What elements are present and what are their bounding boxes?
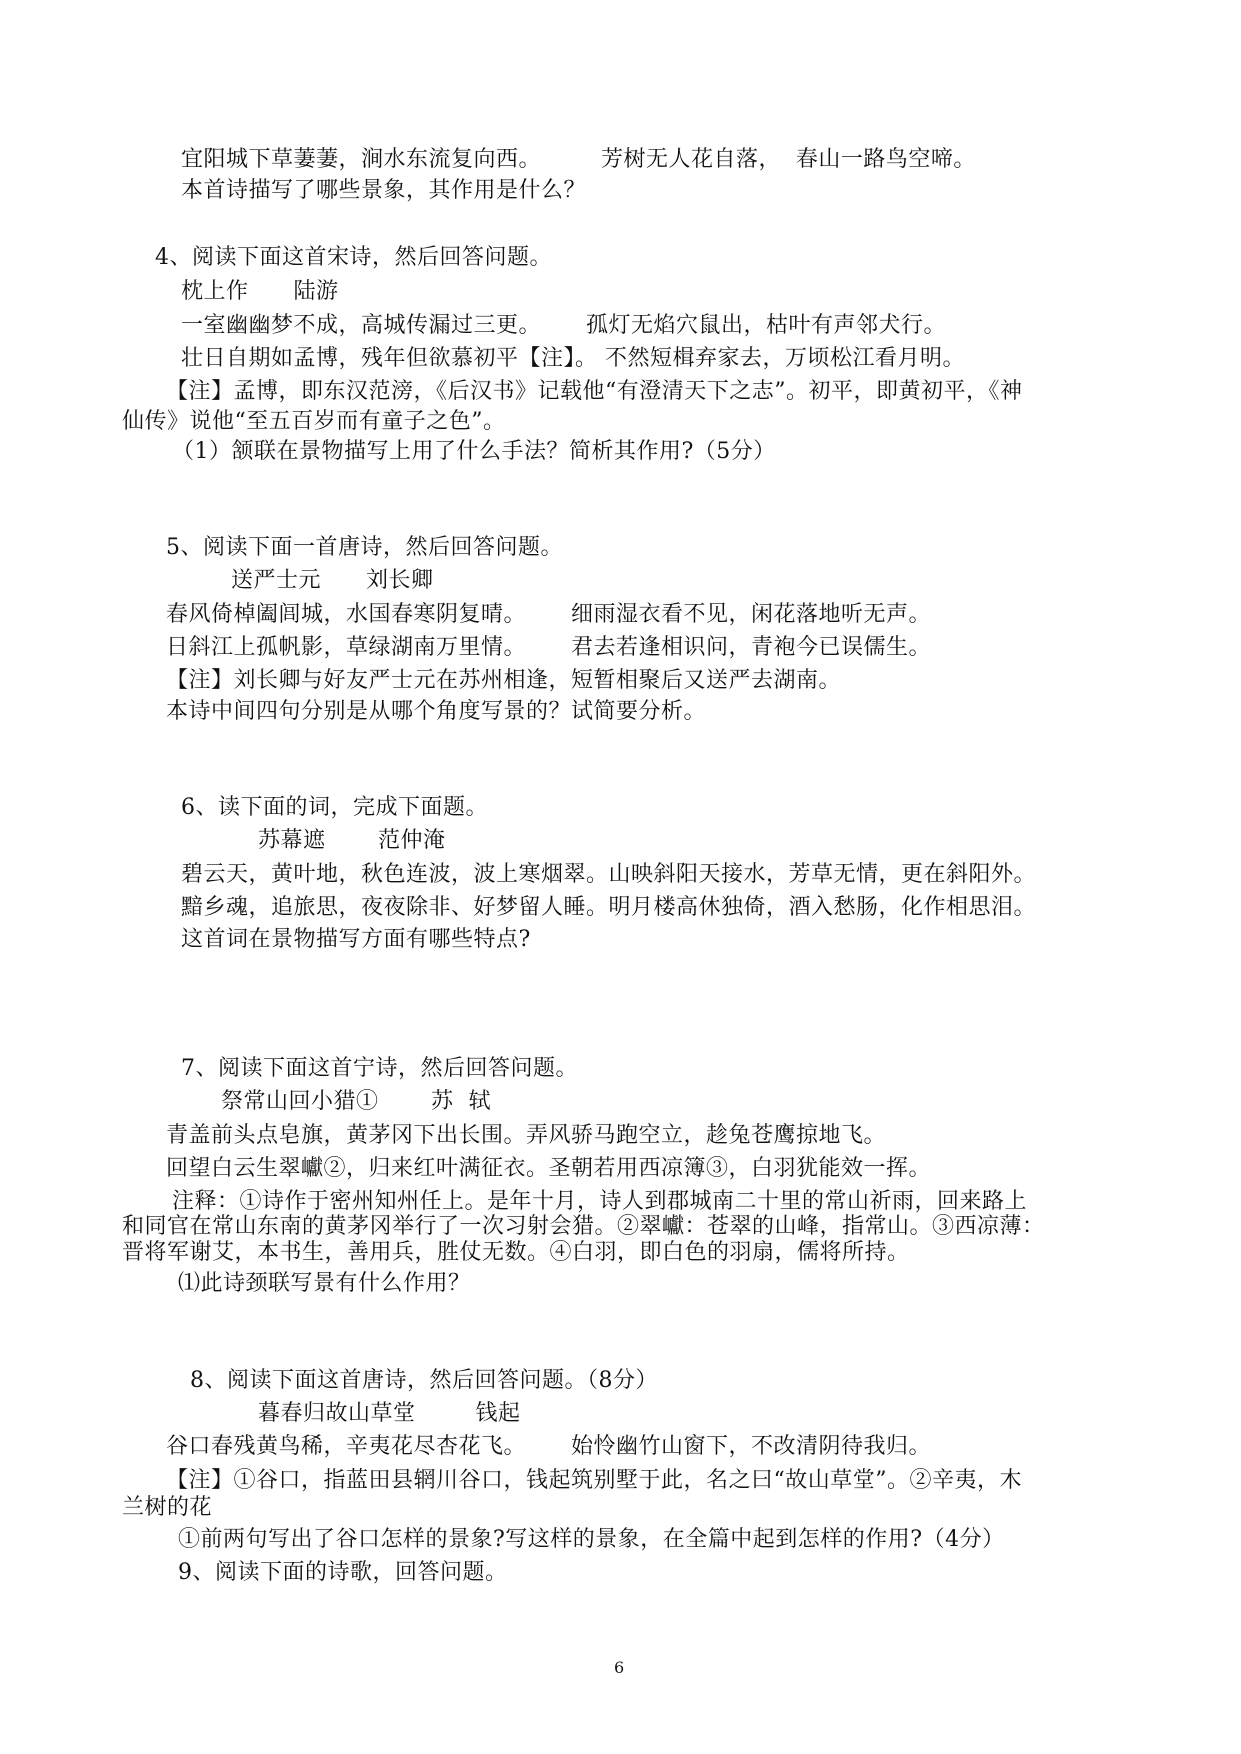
question-text: 本首诗描写了哪些景象，其作用是什么？: [181, 178, 587, 203]
poem-line: 谷口春残黄鸟稀，辛夷花尽杏花飞。 始怜幽竹山窗下，不改清阴待我归。: [166, 1434, 931, 1459]
annotation-text: 【注】①谷口，指蓝田县辋川谷口，钱起筑别墅于此，名之曰“故山草堂”。②辛夷，木: [166, 1468, 1022, 1493]
question-text: ①前两句写出了谷口怎样的景象?写这样的景象，在全篇中起到怎样的作用?（4分）: [178, 1527, 1005, 1552]
poem-title: 枕上作 陆游: [181, 279, 339, 304]
annotation-text: 【注】刘长卿与好友严士元在苏州相逢，短暂相聚后又送严去湖南。: [166, 668, 842, 693]
question-heading: 9、阅读下面的诗歌，回答问题。: [178, 1560, 508, 1585]
question-text: 本诗中间四句分别是从哪个角度写景的？试简要分析。: [166, 699, 707, 724]
question-text: 这首词在景物描写方面有哪些特点?: [181, 927, 531, 952]
poem-line: 青盖前头点皂旗，黄茅冈下出长围。弄风骄马跑空立，趁兔苍鹰掠地飞。: [166, 1123, 887, 1148]
poem-title: 苏幕遮 范仲淹: [258, 828, 446, 853]
annotation-text: 晋将军谢艾，本书生，善用兵，胜仗无数。④白羽，即白色的羽扇，儒将所持。: [122, 1240, 910, 1265]
annotation-text: 仙传》说他“至五百岁而有童子之色”。: [122, 409, 506, 434]
poem-title: 暮春归故山草堂 钱起: [258, 1401, 521, 1426]
annotation-text: 兰树的花: [122, 1495, 213, 1520]
poem-line: 宜阳城下草萋萋，涧水东流复向西。 芳树无人花自落， 春山一路鸟空啼。: [181, 147, 976, 172]
poem-line: 壮日自期如孟博，残年但欲慕初平【注】。 不然短楫弃家去，万顷松江看月明。: [181, 346, 965, 371]
annotation-text: 【注】孟博，即东汉范滂，《后汉书》记载他“有澄清天下之志”。初平，即黄初平，《神: [166, 379, 1023, 404]
poem-line: 回望白云生翠巘②，归来红叶满征衣。圣朝若用西凉簿③，白羽犹能效一挥。: [166, 1156, 932, 1181]
annotation-text: 注释：①诗作于密州知州任上。是年十月，诗人到郡城南二十里的常山祈雨，回来路上: [172, 1189, 1028, 1214]
page-number: 6: [614, 1658, 625, 1677]
question-heading: 7、阅读下面这首宁诗，然后回答问题。: [181, 1056, 578, 1081]
question-heading: 6、读下面的词，完成下面题。: [181, 795, 488, 820]
poem-line: 春风倚棹阖闾城，水国春寒阴复晴。 细雨湿衣看不见，闲花落地听无声。: [166, 602, 931, 627]
poem-title: 送严士元 刘长卿: [231, 568, 434, 593]
poem-line: 黯乡魂，追旅思，夜夜除非、好梦留人睡。明月楼高休独倚，酒入愁肠，化作相思泪。: [181, 895, 1037, 920]
poem-line: 日斜江上孤帆影，草绿湖南万里情。 君去若逢相识问，青袍今已误儒生。: [166, 635, 931, 660]
question-heading: 4、阅读下面这首宋诗，然后回答问题。: [155, 245, 552, 270]
question-text: （1）颔联在景物描写上用了什么手法？简析其作用?（5分）: [172, 439, 776, 464]
question-heading: 5、阅读下面一首唐诗，然后回答问题。: [166, 535, 563, 560]
annotation-text: 和同官在常山东南的黄茅冈举行了一次习射会猎。②翠巘：苍翠的山峰，指常山。③西凉薄：: [122, 1214, 1045, 1239]
poem-title: 祭常山回小猎① 苏 轼: [221, 1089, 491, 1114]
question-text: ⑴此诗颈联写景有什么作用？: [178, 1271, 471, 1296]
question-heading: 8、阅读下面这首唐诗，然后回答问题。（8分）: [190, 1368, 658, 1393]
poem-line: 碧云天，黄叶地，秋色连波，波上寒烟翠。山映斜阳天接水，芳草无情，更在斜阳外。: [181, 862, 1037, 887]
poem-line: 一室幽幽梦不成，高城传漏过三更。 孤灯无焰穴鼠出，枯叶有声邻犬行。: [181, 313, 946, 338]
